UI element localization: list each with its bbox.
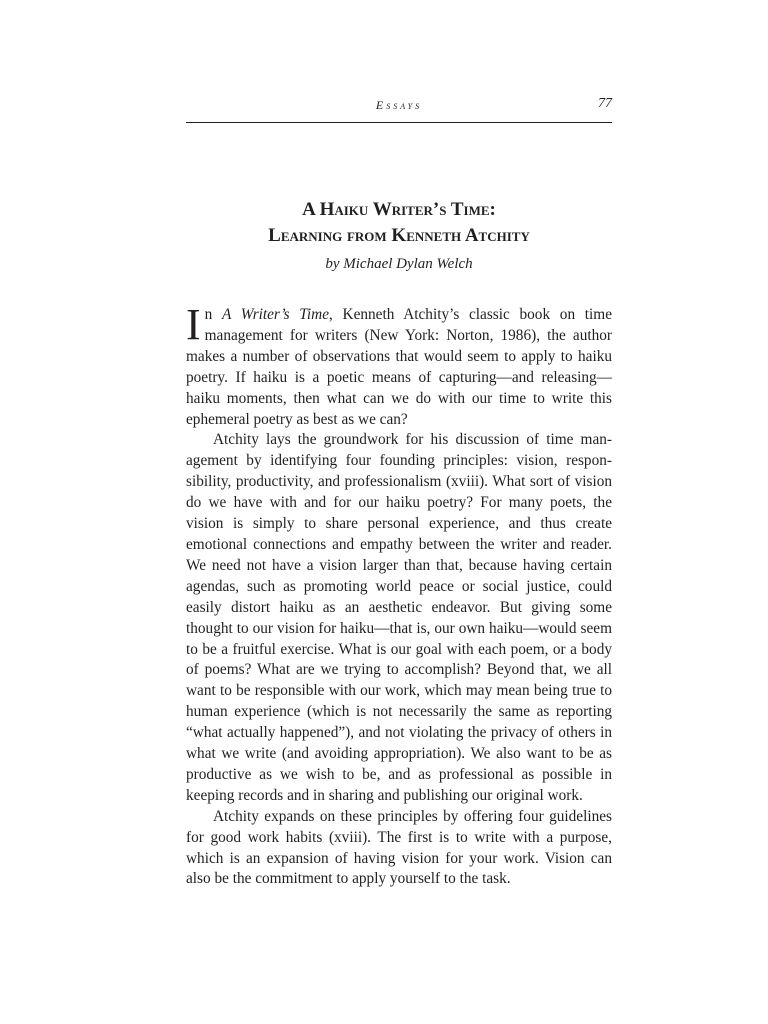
page-number: 77	[598, 96, 612, 111]
paragraph-1	[186, 300, 612, 430]
paragraph-3: Atchity expands on these principles by offering four guidelines for good work habits (xviii). The first is to write with a purpose, which is an expansion of having vision for your work. Vision can also be the commitment to apply yourself to the task.	[186, 807, 612, 888]
article-title-line-2: Learning from Kenneth Atchity	[268, 225, 530, 246]
drop-cap: I	[186, 300, 201, 349]
running-head	[186, 96, 612, 116]
paragraph-1-text: , Kenneth Atchity’s classic book on time management for writers (New York: Norton, 1986), the author makes a number of observations that would seem to apply to haiku poetry. If haiku is a poetic means of capturing—and releasing—haiku moments, then what can we do with our time to write this ephemeral poetry as best as we can?	[186, 306, 612, 428]
article-title-line-1: A Haiku Writer’s Time:	[302, 199, 496, 220]
paragraph-2: Atchity lays the groundwork for his discussion of time management by identifying four founding principles: vision, responsibility, productivity, and professionalism (xviii). What sort of vision do we have with and for our haiku poetry? For many poets, the vision is simply to share personal experience, and thus create emotional connections and empathy between the writer and reader. We need not have a vision larger than that, because having certain agendas, such as promoting world peace or social justice, could easily distort haiku as an aesthetic endeavor. But giving some thought to our vision for haiku—that is, our own haiku—would seem to be a fruitful exercise. What is our goal with each poem, or a body of poems? What are we trying to accomplish? Beyond that, we all want to be responsible with our work, which may mean being true to human experience (which is not necessarily the same as reporting “what actually happened”), and not violating the privacy of others in what we write (and avoiding appropriation). We also want to be as productive as we wish to be, and as professional as possible in keeping records and in sharing and publishing our original work.	[186, 431, 612, 804]
book-title-italic: A Writer’s Time	[222, 306, 329, 323]
article-byline: by Michael Dylan Welch	[325, 256, 473, 272]
running-head-section: Essays	[375, 98, 423, 112]
header-rule	[186, 122, 612, 123]
article-body	[186, 300, 612, 890]
paragraph-1-lead: n	[204, 306, 223, 323]
article-title-block	[186, 197, 612, 274]
